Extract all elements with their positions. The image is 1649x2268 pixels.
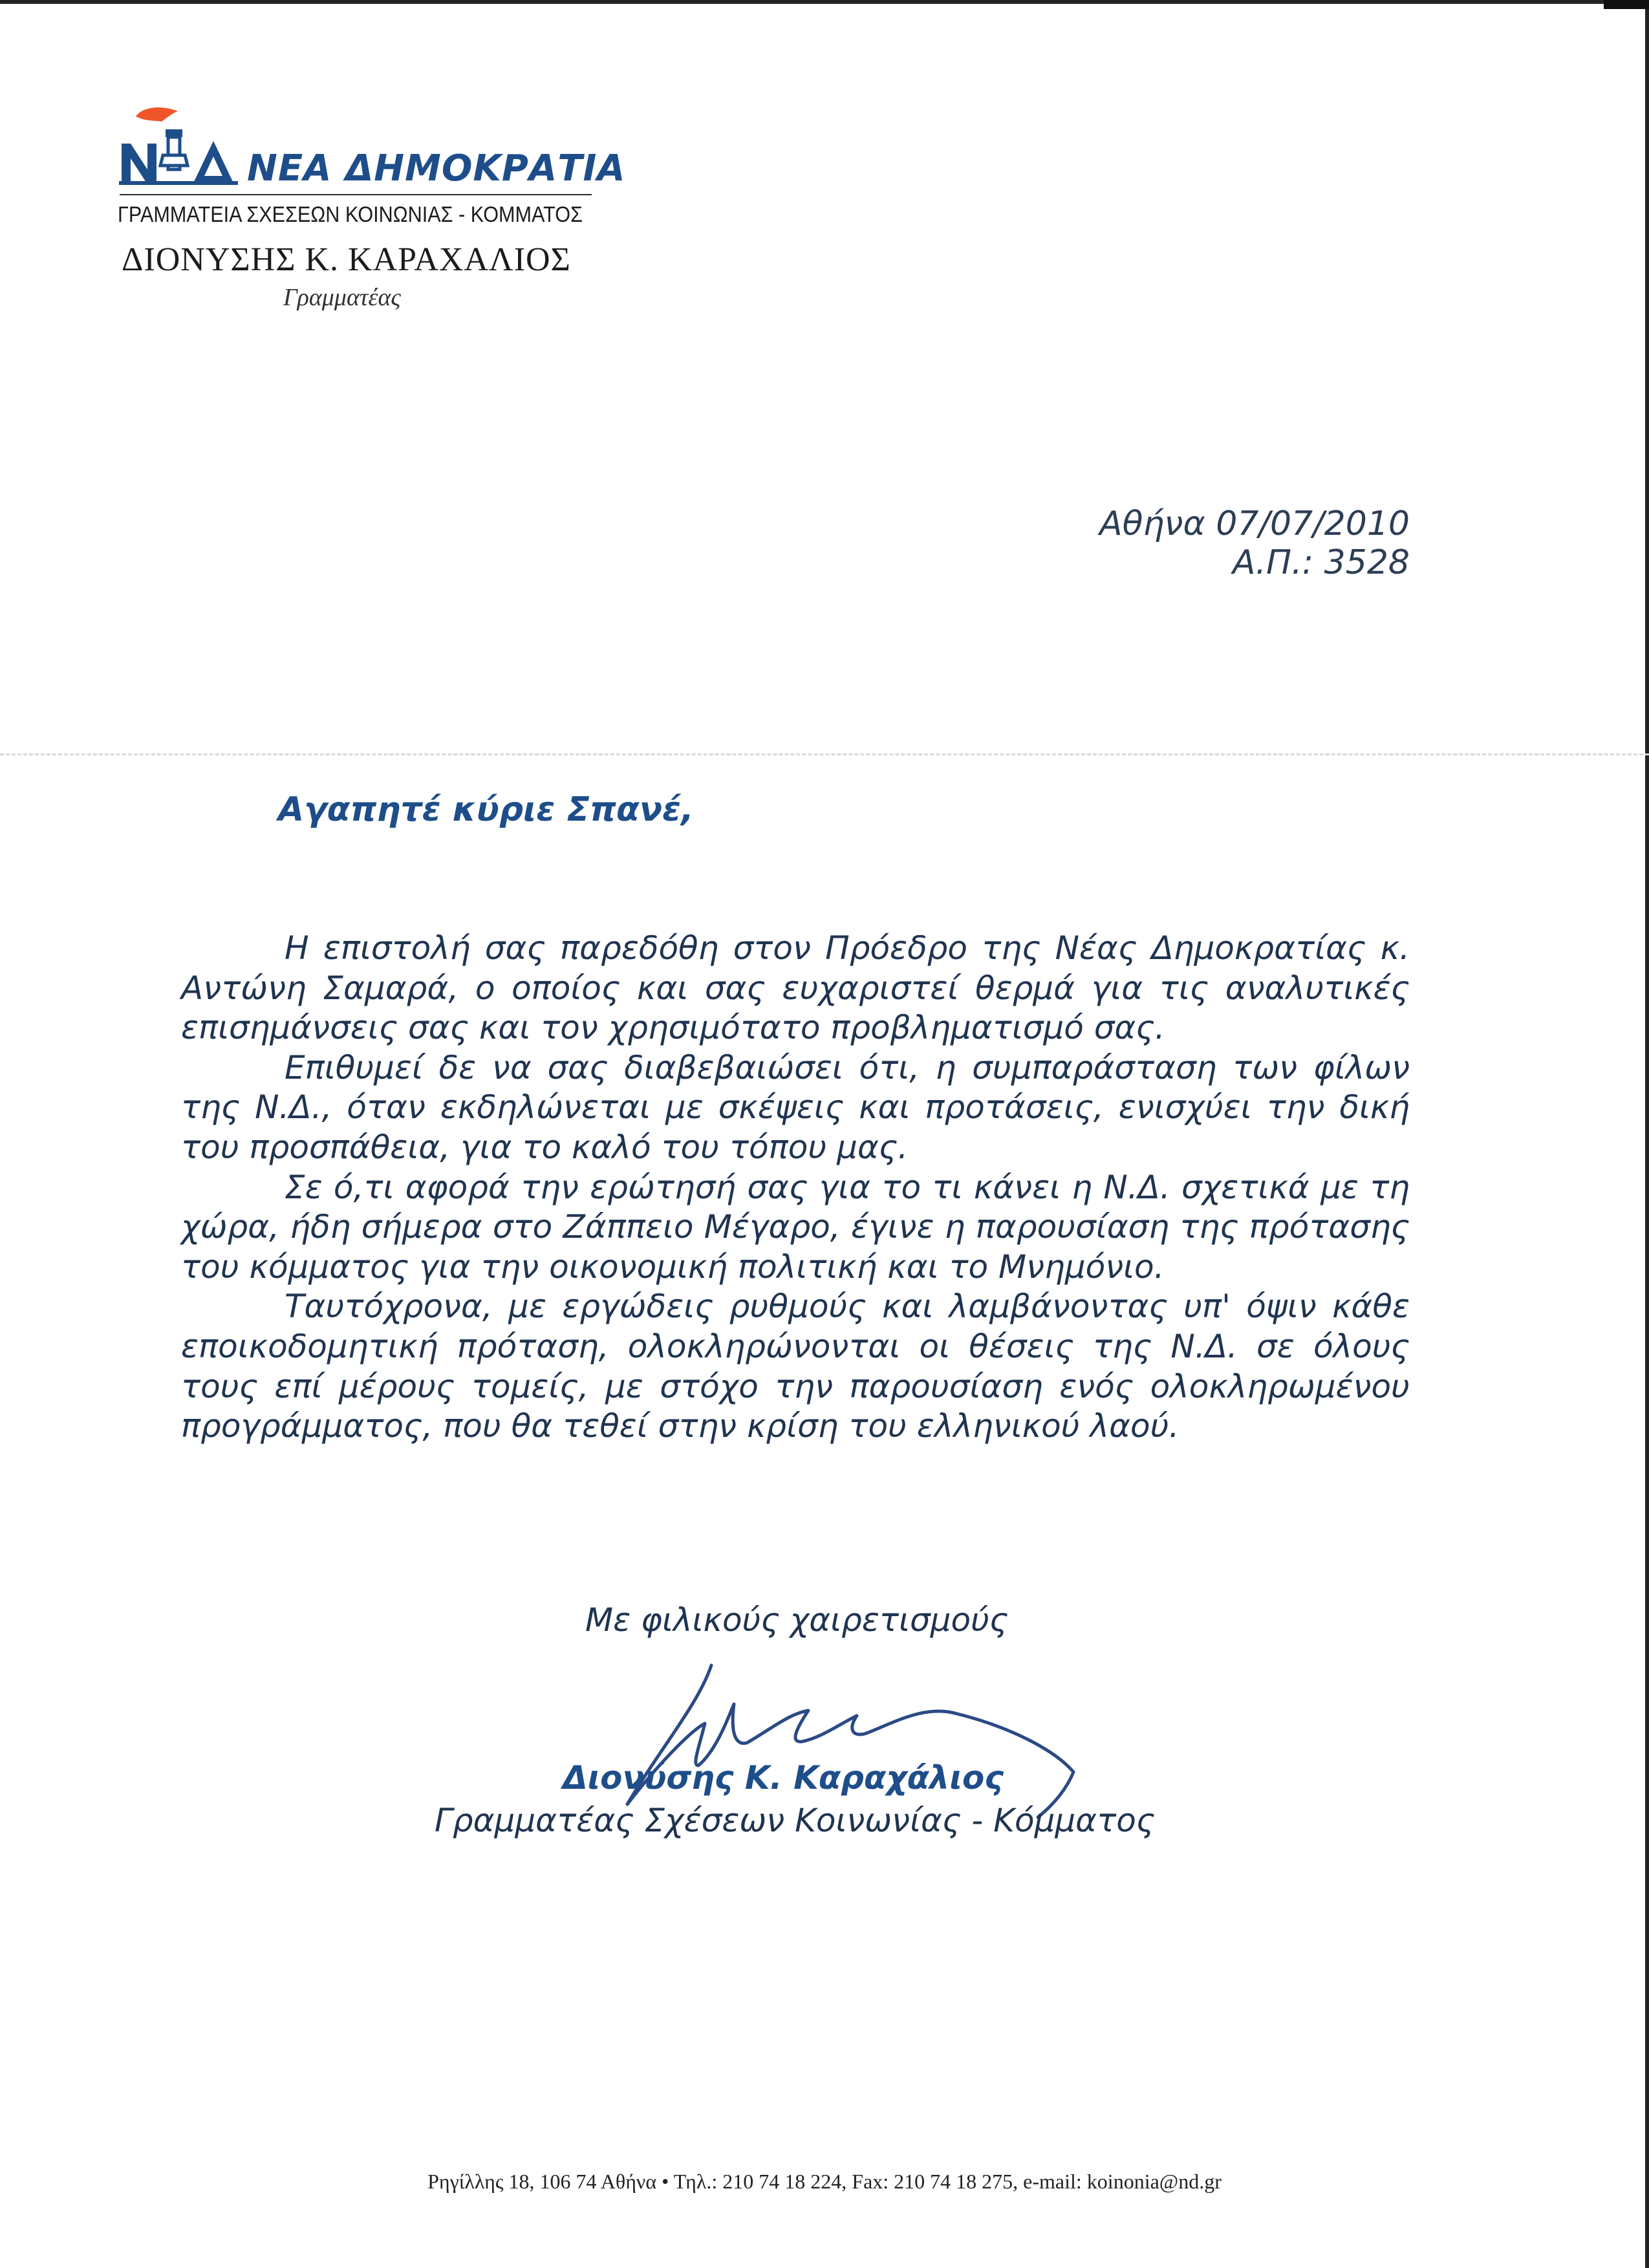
footer-contact: Ρηγίλλης 18, 106 74 Αθήνα • Τηλ.: 210 74 18 224, Fax: 210 74 18 275, e-mail: koinonia@nd.gr <box>427 2170 1222 2193</box>
scan-edge-right <box>1645 0 1649 2268</box>
scan-edge-top <box>0 0 1649 4</box>
closing-greeting: Με φιλικούς χαιρετισμούς <box>585 1601 1009 1639</box>
body-paragraph: Επιθυμεί δε να σας διαβεβαιώσει ότι, η συμπαράσταση των φίλων της Ν.Δ., όταν εκδηλώνεται με σκέψεις και προτάσεις, ενισχύει την δική του προσπάθεια, για το καλό του τόπου μας. <box>181 1048 1410 1166</box>
signer-title: Γραμματέας Σχέσεων Κοινωνίας - Κόμματος <box>435 1802 1156 1839</box>
letterhead-rule <box>120 194 592 195</box>
body-paragraph: Σε ό,τι αφορά την ερώτησή σας για το τι κάνει η Ν.Δ. σχετικά με τη χώρα, ήδη σήμερα στο Ζάππειο Μέγαρο, έγινε η παρουσίαση της πρότασης του κόμματος για την οικονομική πολιτική και το Μνημόνιο. <box>181 1168 1410 1286</box>
body-paragraph: Ταυτόχρονα, με εργώδεις ρυθμούς και λαμβάνοντας υπ' όψιν κάθε εποικοδομητική πρόταση, ολοκληρώνονται οι θέσεις της Ν.Δ. σε όλους τους επί μέρους τομείς, με στόχο την παρουσίαση ενός ολοκληρωμένου προγράμματος, που θα τεθεί στην κρίση του ελληνικού λαού. <box>181 1288 1410 1445</box>
party-logo-icon <box>116 103 239 188</box>
fold-line <box>0 753 1649 755</box>
letterhead-role: Γραμματέας <box>283 284 401 311</box>
salutation: Αγαπητέ κύριε Σπανέ, <box>278 790 694 829</box>
party-name: ΝΕΑ ΔΗΜΟΚΡΑΤΙΑ <box>247 147 626 189</box>
scan-corner-mark <box>1604 0 1649 9</box>
body-paragraph: Η επιστολή σας παρεδόθη στον Πρόεδρο της Νέας Δημοκρατίας κ. Αντώνη Σαμαρά, ο οποίος και σας ευχαριστεί θερμά για τις αναλυτικές επισημάνσεις σας και τον χρησιμότατο προβληματισμό σας. <box>181 929 1410 1047</box>
secretariat-name: ΓΡΑΜΜΑΤΕΙΑ ΣΧΕΣΕΩΝ ΚΟΙΝΩΝΙΑΣ - ΚΟΜΜΑΤΟΣ <box>118 202 583 227</box>
letter-date: Αθήνα 07/07/2010 <box>1099 504 1410 543</box>
protocol-number: Α.Π.: 3528 <box>1232 543 1410 582</box>
letter-body <box>181 929 1410 1447</box>
letterhead-person: ΔΙΟΝΥΣΗΣ Κ. ΚΑΡΑΧΑΛΙΟΣ <box>122 241 571 278</box>
signer-name: Διονύσης Κ. Καραχάλιος <box>563 1759 1004 1797</box>
